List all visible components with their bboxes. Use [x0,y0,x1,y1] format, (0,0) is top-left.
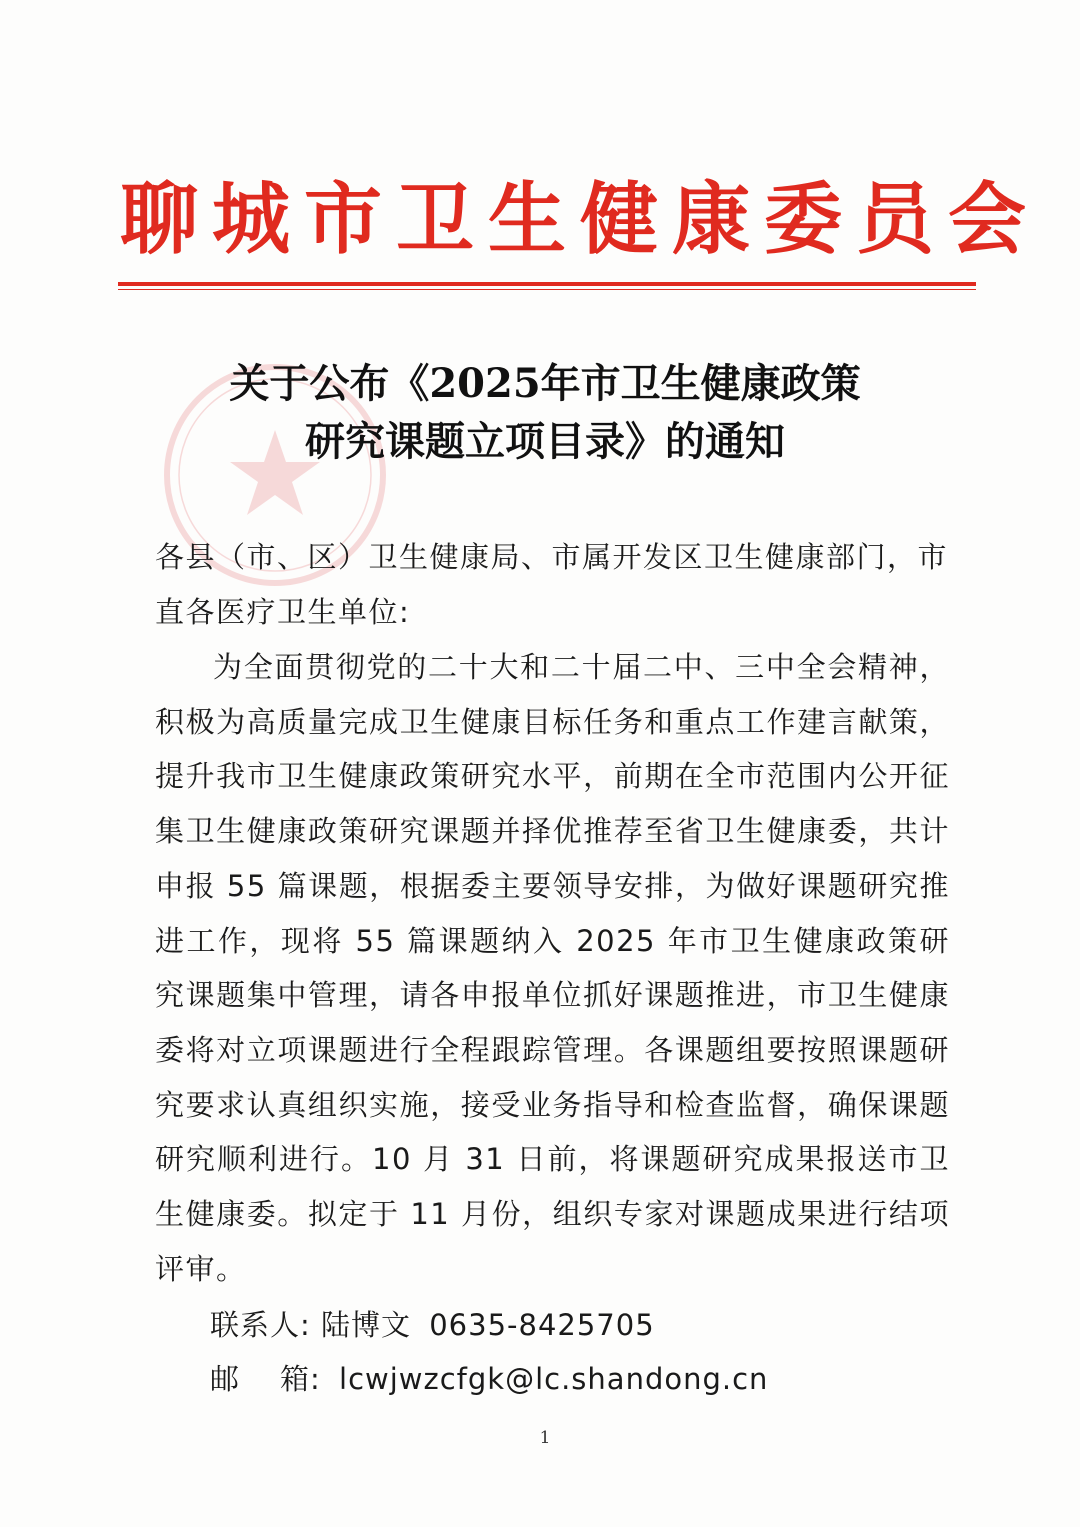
document-title-line-1: 关于公布《2025年市卫生健康政策 [229,360,861,407]
masthead-divider-thin [118,289,976,290]
contact-email-row [210,1352,768,1406]
contact-phone: 0635-8425705 [429,1308,655,1342]
contact-person-label: 联系人: [210,1308,311,1342]
contact-email: lcwjwzcfgk@lc.shandong.cn [339,1362,769,1396]
email-label-part-1: 邮 [210,1362,241,1396]
contact-person-row [210,1298,655,1352]
organization-masthead: 聊城市卫生健康委员会 [120,175,1041,265]
email-label-part-2: 箱: [280,1362,321,1396]
document-title-line-2: 研究课题立项目录》的通知 [305,418,785,465]
body-paragraph: 为全面贯彻党的二十大和二十届二中、三中全会精神，积极为高质量完成卫生健康目标任务和重点工作建言献策，提升我市卫生健康政策研究水平，前期在全市范围内公开征集卫生健康政策研究课题并择优推荐至省卫生健康委，共计申报 55 篇课题，根据委主要领导安排，为做好课题研究推进工作，现将 55 篇课题纳入 2025 年市卫生健康政策研究课题集中管理，请各申报单位抓好课题推进，市卫生健康委将对立项课题进行全程跟踪管理。各课题组要按照课题研究要求认真组织实施，接受业务指导和检查监督，确保课题研究顺利进行。10 月 31 日前，将课题研究成果报送市卫生健康委。拟定于 11 月份，组织专家对课题成果进行结项评审。 [155,650,950,1286]
contact-person-name: 陆博文 [321,1308,412,1342]
masthead-divider-thick [118,282,976,286]
salutation: 各县（市、区）卫生健康局、市属开发区卫生健康部门，市直各医疗卫生单位: [155,540,949,629]
page-number: 1 [539,1428,551,1448]
